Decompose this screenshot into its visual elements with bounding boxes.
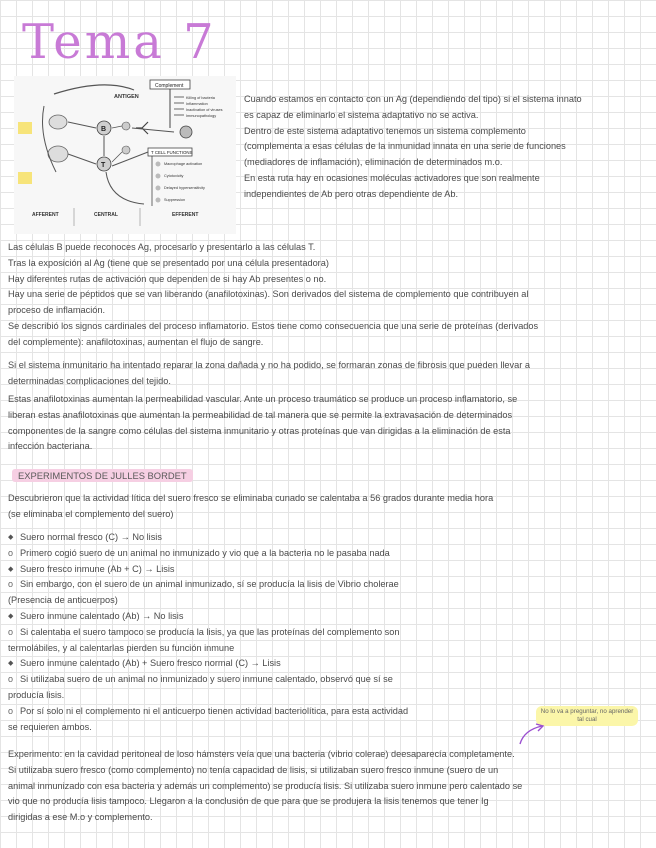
text-line: Hay diferentes rutas de activación que dependen de si hay Ab presentes o no. bbox=[8, 273, 327, 284]
page-title: Tema 7 bbox=[22, 14, 217, 70]
complement-effect-0: Killing of bacteria bbox=[186, 96, 215, 100]
body-paragraph bbox=[8, 240, 648, 351]
sticky-note-marker bbox=[18, 122, 32, 134]
text-line: Experimento: en la cavidad peritoneal de loso hámsters veía que una bacteria (vibrio colerae) deesaparecía completamente. bbox=[8, 749, 515, 759]
t-cell-function-3: Suppression bbox=[164, 198, 186, 202]
list-item: o Primero cogió suero de un animal no inmunizado y vio que a la bacteria no le pasaba nada bbox=[8, 546, 648, 562]
complement-effect-2: Inactivation of viruses bbox=[186, 108, 223, 112]
text-line: Hay una serie de péptidos que se van liberando (anafilotoxinas). Son derivados del sistema de complemento que contribuyen al bbox=[8, 289, 529, 300]
text-line: determinadas complicaciones del tejido. bbox=[8, 375, 171, 386]
text-line: dirigidas a ese M.o y complemento. bbox=[8, 812, 153, 823]
bordet-intro-paragraph bbox=[8, 491, 648, 523]
text-line: Descubrieron que la actividad lítica del suero fresco se eliminaba cunado se calentaba a 56 grados durante media hora bbox=[8, 493, 494, 503]
text-line: proceso de inflamación. bbox=[8, 305, 106, 316]
diagram-label-central: CENTRAL bbox=[94, 212, 118, 218]
immune-response-diagram bbox=[14, 76, 236, 234]
curved-arrow-icon bbox=[518, 722, 546, 748]
text-line: liberan estas anafilotoxinas que aumentan la permeabilidad de tal manera que se permite la extravasación de determinados bbox=[8, 409, 513, 420]
list-item: se requieren ambos. bbox=[8, 721, 92, 732]
list-item: o Sin embargo, con el suero de un animal inmunizado, sí se producía la lisis de Vibrio cholerae bbox=[8, 577, 648, 593]
diagram-label-t: T bbox=[101, 162, 106, 169]
sticky-note-marker bbox=[18, 172, 32, 184]
t-cell-function-1: Cytotoxicity bbox=[164, 174, 184, 178]
text-line: del complemente): anafilotoxinas, aumentan el flujo de sangre. bbox=[8, 336, 264, 347]
text-line: es capaz de eliminarlo el sistema adaptativo no se activa. bbox=[244, 109, 479, 120]
list-item: ◆ Suero inmune calentado (Ab) → No lisis bbox=[8, 609, 648, 625]
diagram-label-afferent: AFFERENT bbox=[32, 212, 59, 218]
t-cell-function-2: Delayed hypersensitivity bbox=[164, 186, 205, 190]
diagram-label-efferent: EFFERENT bbox=[172, 212, 199, 218]
text-line: infección bacteriana. bbox=[8, 441, 93, 452]
anafilotoxinas-paragraph bbox=[8, 392, 648, 455]
sticky-note: No lo va a preguntar, no aprender tal cual bbox=[536, 706, 638, 726]
diagram-label-antigen: ANTIGEN bbox=[114, 94, 139, 100]
text-line: componentes de la sangre como células del sistema inmunitario y otras proteínas que van dirigidas a la eliminación de esta bbox=[8, 425, 511, 436]
t-cell-function-0: Macrophage activation bbox=[164, 162, 203, 166]
list-item: (Presencia de anticuerpos) bbox=[8, 595, 118, 606]
experiment-paragraph bbox=[8, 747, 648, 826]
text-line: Si utilizaba suero fresco (como complemento) no tenía capacidad de lisis, si utilizaban suero fresco inmune (suero de un bbox=[8, 764, 499, 775]
diagram-drawing bbox=[14, 76, 236, 234]
text-line: Dentro de este sistema adaptativo tenemos un sistema complemento bbox=[244, 125, 526, 136]
list-item: o Por sí solo ni el complemento ni el anticuerpo tienen actividad bacteriolítica, para esta actividad bbox=[8, 704, 648, 720]
complement-effect-3: Immunopathology bbox=[186, 114, 217, 118]
list-item: producía lisis. bbox=[8, 689, 65, 700]
text-line: Se describió los signos cardinales del proceso inflamatorio. Estos tiene como consecuencia que una serie de proteínas (derivados bbox=[8, 320, 539, 331]
text-line: Cuando estamos en contacto con un Ag (dependiendo del tipo) si el sistema innato bbox=[244, 94, 582, 104]
bordet-experiments-list bbox=[8, 530, 648, 735]
list-item: ◆ Suero normal fresco (C) → No lisis bbox=[8, 530, 648, 546]
text-line: (se eliminaba el complemento del suero) bbox=[8, 508, 174, 519]
section-title-bordet: EXPERIMENTOS DE JULLES BORDET bbox=[12, 469, 193, 482]
complement-effect-1: Inflammation bbox=[186, 102, 208, 106]
text-line: independientes de Ab pero otras dependiente de Ab. bbox=[244, 188, 459, 199]
intro-paragraph bbox=[244, 92, 648, 203]
diagram-label-t-cell-functions: T CELL FUNCTIONS bbox=[151, 150, 193, 155]
diagram-label-b: B bbox=[101, 126, 107, 133]
list-item: o Si utilizaba suero de un animal no inmunizado y suero inmune calentado, observó que sí se bbox=[8, 672, 648, 688]
fibrosis-paragraph bbox=[8, 358, 648, 390]
text-line: Estas anafilotoxinas aumentan la permeabilidad vascular. Ante un proceso traumático se produce un proceso inflamatorio, se bbox=[8, 394, 518, 404]
diagram-label-complement: Complement bbox=[155, 83, 184, 89]
text-line: En esta ruta hay en ocasiones moléculas activadores que son realmente bbox=[244, 172, 540, 183]
text-line: (mediadores de inflamación), eliminación de determinados m.o. bbox=[244, 157, 503, 168]
text-line: Si el sistema inmunitario ha intentado reparar la zona dañada y no ha podido, se formaran zonas de fibrosis que pueden llevar a bbox=[8, 360, 530, 370]
list-item: termolábiles, y al calentarlas pierden su función inmune bbox=[8, 642, 235, 653]
list-item: ◆ Suero inmune calentado (Ab) + Suero fresco normal (C) → Lisis bbox=[8, 656, 648, 672]
text-line: (complementa a esas células de la inmunidad innata en una serie de funciones bbox=[244, 141, 566, 152]
text-line: vio que no producía lisis tampoco. Llegaron a la conclusión de que para que se produjera la lisis tenemos que tener Ig bbox=[8, 796, 489, 807]
text-line: Las células B puede reconoces Ag, procesarlo y presentarlo a las células T. bbox=[8, 242, 316, 252]
list-item: ◆ Suero fresco inmune (Ab + C) → Lisis bbox=[8, 562, 648, 578]
list-item: o Si calentaba el suero tampoco se producía la lisis, ya que las proteínas del complemento son bbox=[8, 625, 648, 641]
text-line: animal inmunizado con esa bacteria y además un complemento) se producía lisis. Si utilizaba suero inmune pero calentado se bbox=[8, 780, 523, 791]
text-line: Tras la exposición al Ag (tiene que se presentado por una célula presentadora) bbox=[8, 257, 329, 268]
